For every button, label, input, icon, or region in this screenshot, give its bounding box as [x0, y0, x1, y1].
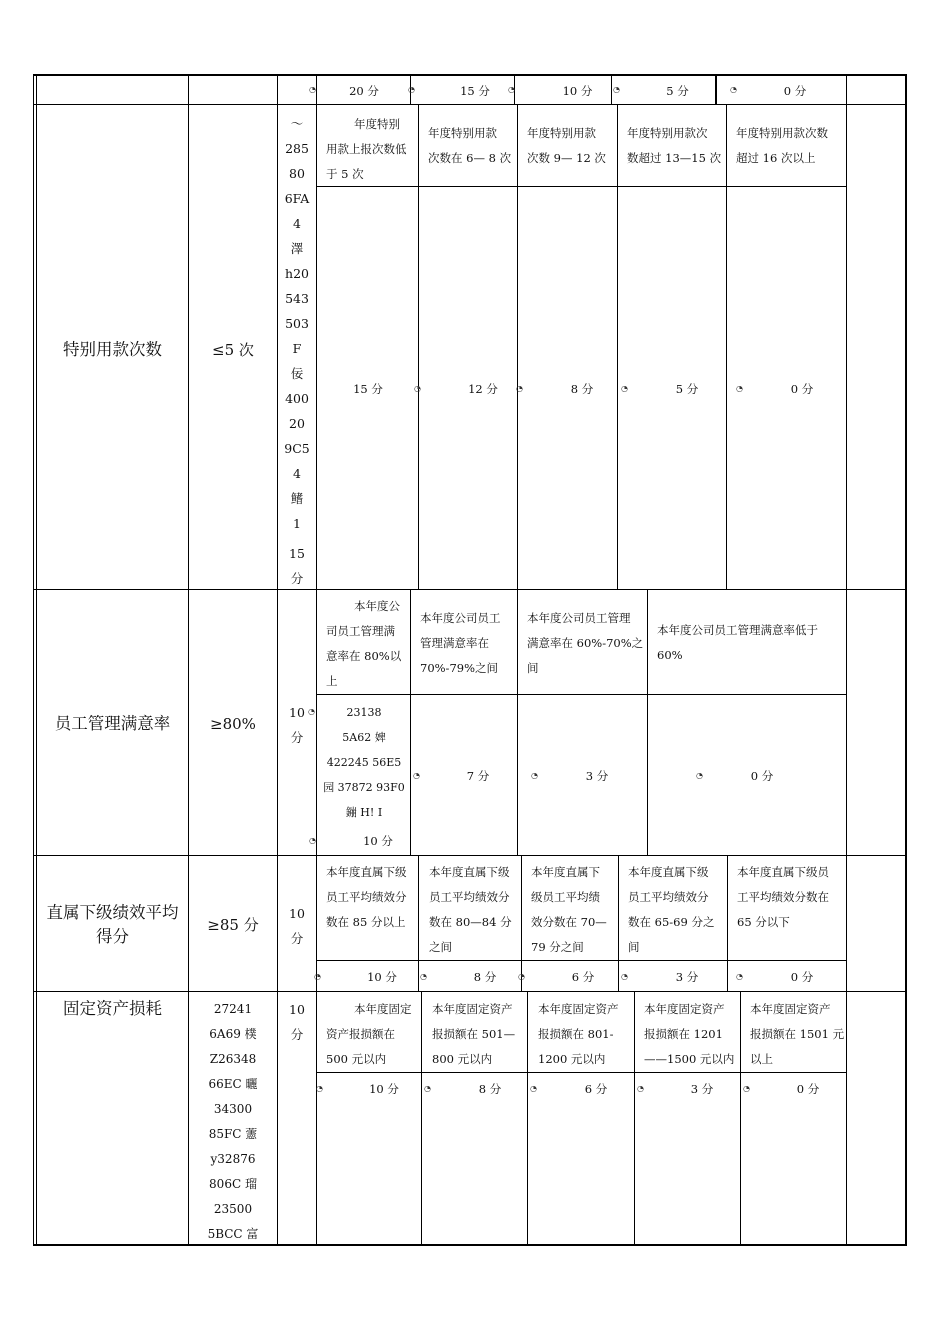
criterion-cell: 本年度固定资产 报损额在 801- 1200 元以内: [538, 1002, 619, 1066]
circle-mark-icon: ◔: [736, 384, 743, 393]
score-cell: 0 分: [750, 769, 774, 783]
criterion-cell: 本年度公 司员工管理满 意率在 80%以 上: [326, 599, 402, 688]
circle-mark-icon: ◔: [613, 85, 620, 94]
criterion-cell: 年度特别 用款上报次数低 于 5 次: [326, 117, 407, 181]
criterion-cell: 本年度固定 资产报损额在 500 元以内: [326, 1002, 412, 1066]
cell-line: [617, 104, 618, 589]
target-value: ≤5 次: [212, 341, 254, 359]
criterion-cell: 本年度固定资产 报损额在 1201 ——1500 元以内: [644, 1002, 735, 1066]
score-cell: 6 分: [584, 1082, 608, 1096]
criterion-cell: 本年度直属下级员 工平均绩效分数在 65 分以下: [737, 865, 829, 929]
score-cell: 5 分: [675, 382, 699, 396]
circle-mark-icon: ◔: [743, 1084, 750, 1093]
circle-mark-icon: ◔: [530, 1084, 537, 1093]
score-cell: 5 分: [666, 84, 689, 98]
circle-mark-icon: ◔: [309, 85, 316, 94]
table-border-left-inner: [36, 74, 37, 1246]
score-cell: 0 分: [783, 84, 807, 98]
row-separator: [33, 589, 907, 590]
score-cell: 8 分: [478, 1082, 502, 1096]
score-cell: 6 分: [571, 970, 595, 984]
criterion-cell: 本年度固定资产 报损额在 501— 800 元以内: [432, 1002, 516, 1066]
col-line: [316, 74, 317, 1246]
row-separator: [33, 855, 907, 856]
weight-cell: 10 分: [289, 1002, 305, 1042]
circle-mark-icon: ◔: [508, 85, 515, 94]
score-cell: 10 分: [369, 1082, 399, 1096]
cell-line: [517, 104, 518, 589]
criterion-cell: 本年度公司员工管理满意率低于 60%: [657, 623, 818, 662]
circle-mark-icon: ◔: [637, 1084, 644, 1093]
criterion-cell: 年度特别用款次 数超过 13—15 次: [627, 126, 722, 165]
score-cell: 10 分: [363, 834, 393, 848]
cell-line: [740, 991, 741, 1244]
score-cell: 0 分: [796, 1082, 820, 1096]
score-cell: 8 分: [570, 382, 594, 396]
target-value: ≥80%: [210, 715, 256, 733]
score-cell: 15 分: [353, 382, 383, 396]
table-border-left: [33, 74, 34, 1246]
target-value: ≥85 分: [207, 916, 259, 934]
circle-mark-icon: ◔: [408, 85, 415, 94]
cell-line: [421, 991, 422, 1244]
circle-mark-icon: ◔: [621, 972, 628, 981]
cell-line: [634, 991, 635, 1244]
weight-cell: ～ 285 80 6FA 4 澤 h20 543 503 F 佞 400 20 9C5 4 鳍 1 15 分: [284, 116, 310, 586]
score-cell: 7 分: [466, 769, 490, 783]
circle-mark-icon: ◔: [531, 771, 538, 780]
circle-mark-icon: ◔: [314, 972, 321, 981]
score-cell: 15 分: [460, 84, 490, 98]
weight-cell: 10 分: [289, 705, 305, 745]
cell-line: [316, 1072, 846, 1073]
score-cell: 10 分: [562, 84, 593, 98]
cell-line: [517, 589, 518, 855]
indicator-name: 直属下级绩效平均 得分: [46, 903, 179, 946]
cell-line: [316, 694, 846, 695]
circle-mark-icon: ◔: [696, 771, 703, 780]
criterion-cell: 年度特别用款次数 超过 16 次以上: [736, 126, 828, 165]
cell-line: [527, 991, 528, 1244]
row-separator: [33, 104, 907, 105]
cell-line: [316, 960, 846, 961]
criterion-cell: 本年度直属下 级员工平均绩 效分数在 70— 79 分之间: [531, 865, 607, 954]
table-border-top: [33, 74, 907, 76]
cell-line: [726, 104, 727, 589]
score-cell: 0 分: [790, 382, 814, 396]
indicator-name: 员工管理满意率: [54, 714, 171, 733]
circle-mark-icon: ◔: [518, 972, 525, 981]
indicator-name: 特别用款次数: [63, 340, 162, 359]
cell-line: [410, 589, 411, 855]
row-separator: [33, 991, 907, 992]
cell-line: [647, 589, 648, 855]
circle-mark-icon: ◔: [424, 1084, 431, 1093]
circle-mark-icon: ◔: [413, 771, 420, 780]
circle-mark-icon: ◔: [316, 1084, 323, 1093]
criterion-cell: 本年度直属下级 员工平均绩效分 数在 65-69 分之 间: [628, 865, 715, 954]
circle-mark-icon: ◔: [621, 384, 628, 393]
circle-mark-icon: ◔: [414, 384, 421, 393]
score-cell: 20 分: [349, 84, 379, 98]
score-cell: 0 分: [790, 970, 814, 984]
criterion-cell: 年度特别用款 次数 9— 12 次: [527, 126, 606, 165]
score-cell: 12 分: [468, 382, 498, 396]
indicator-name: 固定资产损耗: [63, 999, 162, 1018]
criterion-cell: 本年度直属下级 员工平均绩效分 数在 85 分以上: [326, 865, 407, 929]
criterion-cell: 本年度固定资产 报损额在 1501 元 以上: [750, 1002, 845, 1066]
circle-mark-icon: ◔: [308, 707, 315, 716]
score-cell: 3 分: [690, 1082, 714, 1096]
score-cell: 3 分: [585, 769, 609, 783]
score-cell: 10 分: [367, 970, 397, 984]
criterion-cell: 年度特别用款 次数在 6— 8 次: [428, 126, 512, 165]
score-note-cell: 23138 5A62 婢 422245 56E5 园 37872 93F0 鏰 H! I: [323, 706, 405, 819]
col-line: [846, 74, 847, 1246]
table-border-right: [905, 74, 907, 1246]
circle-mark-icon: ◔: [516, 384, 523, 393]
score-cell: 3 分: [675, 970, 699, 984]
table-border-bottom: [33, 1244, 907, 1246]
circle-mark-icon: ◔: [736, 972, 743, 981]
target-value: 27241 6A69 樸 Z26348 66EC 曬 34300 85FC 藼 y32876 806C 瑠 23500 5BCC 富: [207, 1002, 259, 1241]
cell-line: [418, 104, 419, 589]
criterion-cell: 本年度公司员工 管理满意率在 70%-79%之间: [420, 611, 501, 675]
score-cell: 8 分: [473, 970, 497, 984]
criterion-cell: 本年度直属下级 员工平均绩效分 数在 80—84 分 之间: [429, 865, 512, 954]
weight-cell: 10 分: [289, 906, 305, 946]
circle-mark-icon: ◔: [309, 836, 316, 845]
circle-mark-icon: ◔: [730, 85, 737, 94]
criterion-cell: 本年度公司员工管理 满意率在 60%-70%之 间: [527, 611, 644, 675]
circle-mark-icon: ◔: [420, 972, 427, 981]
